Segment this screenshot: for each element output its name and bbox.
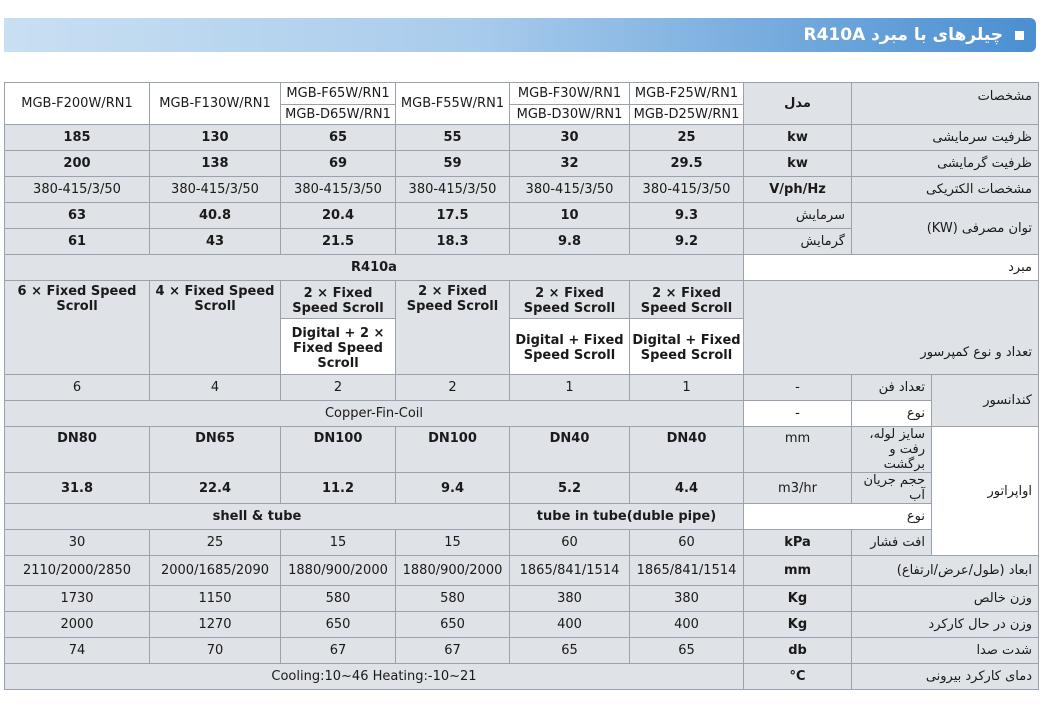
- noise-level: 70: [150, 638, 281, 664]
- operating-weight: 1270: [150, 612, 281, 638]
- electric-value: 380-415/3/50: [150, 177, 281, 203]
- refrigerant-label: مبرد: [744, 255, 1039, 281]
- dimensions: 1865/841/1514: [510, 556, 630, 586]
- fan-unit: -: [744, 375, 852, 401]
- cooling-value: 30: [510, 125, 630, 151]
- heating-label: ظرفیت گرمایشی: [852, 151, 1039, 177]
- model-f65: MGB-F65W/RN1: [281, 83, 396, 105]
- net-weight: 1730: [5, 586, 150, 612]
- spec-header: مشخصات: [852, 83, 1039, 125]
- dims-label: ابعاد (طول/عرض/ارتفاع): [852, 556, 1039, 586]
- pressure-drop: 25: [150, 530, 281, 556]
- operating-weight: 400: [630, 612, 744, 638]
- power-cool-label: سرمایش: [744, 203, 852, 229]
- pressure-drop: 15: [281, 530, 396, 556]
- compressor-value: 2 × Fixed Speed Scroll: [281, 281, 396, 319]
- flow-label: حجم جریان آب: [852, 473, 932, 504]
- title-banner: [4, 18, 1036, 52]
- condenser-type: Copper-Fin-Coil: [5, 401, 744, 427]
- power-heat-value: 61: [5, 229, 150, 255]
- fan-count: 1: [510, 375, 630, 401]
- electric-value: 380-415/3/50: [630, 177, 744, 203]
- water-flow: 22.4: [150, 473, 281, 504]
- power-heat-value: 9.8: [510, 229, 630, 255]
- net-weight: 380: [630, 586, 744, 612]
- fan-label: تعداد فن: [852, 375, 932, 401]
- fan-count: 4: [150, 375, 281, 401]
- fan-count: 1: [630, 375, 744, 401]
- condenser-type-unit: -: [744, 401, 852, 427]
- power-cool-value: 10: [510, 203, 630, 229]
- pressure-drop: 15: [396, 530, 510, 556]
- compressor-label: تعداد و نوع کمپرسور: [744, 281, 1039, 375]
- condenser-type-label: نوع: [852, 401, 932, 427]
- noise-level: 67: [396, 638, 510, 664]
- pipe-label: سایز لوله، رفت و برگشت: [852, 427, 932, 473]
- pipe-size: DN40: [630, 427, 744, 473]
- compressor-value: 2 × Fixed Speed Scroll: [396, 281, 510, 375]
- noise-level: 74: [5, 638, 150, 664]
- noise-level: 67: [281, 638, 396, 664]
- water-flow: 9.4: [396, 473, 510, 504]
- drop-label: افت فشار: [852, 530, 932, 556]
- noise-level: 65: [510, 638, 630, 664]
- evaporator-type-left: shell & tube: [5, 504, 510, 530]
- power-cool-value: 40.8: [150, 203, 281, 229]
- dimensions: 1865/841/1514: [630, 556, 744, 586]
- water-flow: 5.2: [510, 473, 630, 504]
- pipe-unit: mm: [744, 427, 852, 473]
- electric-unit: V/ph/Hz: [744, 177, 852, 203]
- power-cool-value: 17.5: [396, 203, 510, 229]
- operating-weight: 650: [281, 612, 396, 638]
- electric-value: 380-415/3/50: [5, 177, 150, 203]
- dimensions: 1880/900/2000: [396, 556, 510, 586]
- heating-value: 200: [5, 151, 150, 177]
- compressor-value: 6 × Fixed Speed Scroll: [5, 281, 150, 375]
- water-flow: 31.8: [5, 473, 150, 504]
- refrigerant-value: R410a: [5, 255, 744, 281]
- fan-count: 2: [396, 375, 510, 401]
- model-d25: MGB-D25W/RN1: [630, 105, 744, 125]
- compressor-digital: Digital + Fixed Speed Scroll: [510, 319, 630, 375]
- pipe-size: DN65: [150, 427, 281, 473]
- operating-weight: 2000: [5, 612, 150, 638]
- cooling-unit: kw: [744, 125, 852, 151]
- power-cool-value: 63: [5, 203, 150, 229]
- noise-unit: db: [744, 638, 852, 664]
- heating-value: 59: [396, 151, 510, 177]
- heating-value: 138: [150, 151, 281, 177]
- chiller-spec-table: [4, 82, 1039, 690]
- op-weight-unit: Kg: [744, 612, 852, 638]
- net-weight: 580: [396, 586, 510, 612]
- model-d30: MGB-D30W/RN1: [510, 105, 630, 125]
- noise-level: 65: [630, 638, 744, 664]
- evaporator-label: اواپراتور: [932, 427, 1039, 556]
- model-f200: MGB-F200W/RN1: [5, 83, 150, 125]
- evaporator-type-right: tube in tube(duble pipe): [510, 504, 744, 530]
- compressor-value: 2 × Fixed Speed Scroll: [630, 281, 744, 319]
- square-bullet-icon: [1015, 31, 1024, 40]
- net-weight-unit: Kg: [744, 586, 852, 612]
- net-weight-label: وزن خالص: [852, 586, 1039, 612]
- model-f25: MGB-F25W/RN1: [630, 83, 744, 105]
- heating-value: 69: [281, 151, 396, 177]
- operating-weight: 650: [396, 612, 510, 638]
- noise-label: شدت صدا: [852, 638, 1039, 664]
- cooling-value: 55: [396, 125, 510, 151]
- power-heat-value: 9.2: [630, 229, 744, 255]
- power-cool-value: 9.3: [630, 203, 744, 229]
- cooling-value: 130: [150, 125, 281, 151]
- water-flow: 11.2: [281, 473, 396, 504]
- pipe-size: DN80: [5, 427, 150, 473]
- net-weight: 1150: [150, 586, 281, 612]
- power-heat-value: 18.3: [396, 229, 510, 255]
- ambient-range: Cooling:10~46 Heating:-10~21: [5, 664, 744, 690]
- pipe-size: DN40: [510, 427, 630, 473]
- model-header: مدل: [744, 83, 852, 125]
- op-weight-label: وزن در حال کارکرد: [852, 612, 1039, 638]
- power-label: توان مصرفی (KW): [852, 203, 1039, 255]
- page-title: چیلرهای با مبرد R410A: [804, 18, 1024, 52]
- pipe-size: DN100: [396, 427, 510, 473]
- condenser-label: کندانسور: [932, 375, 1039, 427]
- pressure-drop: 30: [5, 530, 150, 556]
- pressure-drop: 60: [630, 530, 744, 556]
- fan-count: 2: [281, 375, 396, 401]
- water-flow: 4.4: [630, 473, 744, 504]
- compressor-digital: Digital + Fixed Speed Scroll: [630, 319, 744, 375]
- operating-weight: 400: [510, 612, 630, 638]
- cooling-label: ظرفیت سرمایشی: [852, 125, 1039, 151]
- evaporator-type-label: نوع: [744, 504, 932, 530]
- power-heat-label: گرمایش: [744, 229, 852, 255]
- compressor-value: 2 × Fixed Speed Scroll: [510, 281, 630, 319]
- power-heat-value: 21.5: [281, 229, 396, 255]
- model-f30: MGB-F30W/RN1: [510, 83, 630, 105]
- heating-value: 29.5: [630, 151, 744, 177]
- cooling-value: 185: [5, 125, 150, 151]
- fan-count: 6: [5, 375, 150, 401]
- electric-value: 380-415/3/50: [281, 177, 396, 203]
- flow-unit: m3/hr: [744, 473, 852, 504]
- power-heat-value: 43: [150, 229, 281, 255]
- cooling-value: 65: [281, 125, 396, 151]
- dimensions: 2000/1685/2090: [150, 556, 281, 586]
- compressor-digital: Digital + 2 × Fixed Speed Scroll: [281, 319, 396, 375]
- net-weight: 380: [510, 586, 630, 612]
- heating-unit: kw: [744, 151, 852, 177]
- electric-label: مشخصات الکتریکی: [852, 177, 1039, 203]
- ambient-label: دمای کارکرد بیرونی: [852, 664, 1039, 690]
- electric-value: 380-415/3/50: [510, 177, 630, 203]
- net-weight: 580: [281, 586, 396, 612]
- ambient-unit: °C: [744, 664, 852, 690]
- dimensions: 1880/900/2000: [281, 556, 396, 586]
- model-f130: MGB-F130W/RN1: [150, 83, 281, 125]
- pressure-drop: 60: [510, 530, 630, 556]
- pipe-size: DN100: [281, 427, 396, 473]
- cooling-value: 25: [630, 125, 744, 151]
- dims-unit: mm: [744, 556, 852, 586]
- dimensions: 2110/2000/2850: [5, 556, 150, 586]
- compressor-value: 4 × Fixed Speed Scroll: [150, 281, 281, 375]
- model-f55: MGB-F55W/RN1: [396, 83, 510, 125]
- model-d65: MGB-D65W/RN1: [281, 105, 396, 125]
- power-cool-value: 20.4: [281, 203, 396, 229]
- electric-value: 380-415/3/50: [396, 177, 510, 203]
- drop-unit: kPa: [744, 530, 852, 556]
- heating-value: 32: [510, 151, 630, 177]
